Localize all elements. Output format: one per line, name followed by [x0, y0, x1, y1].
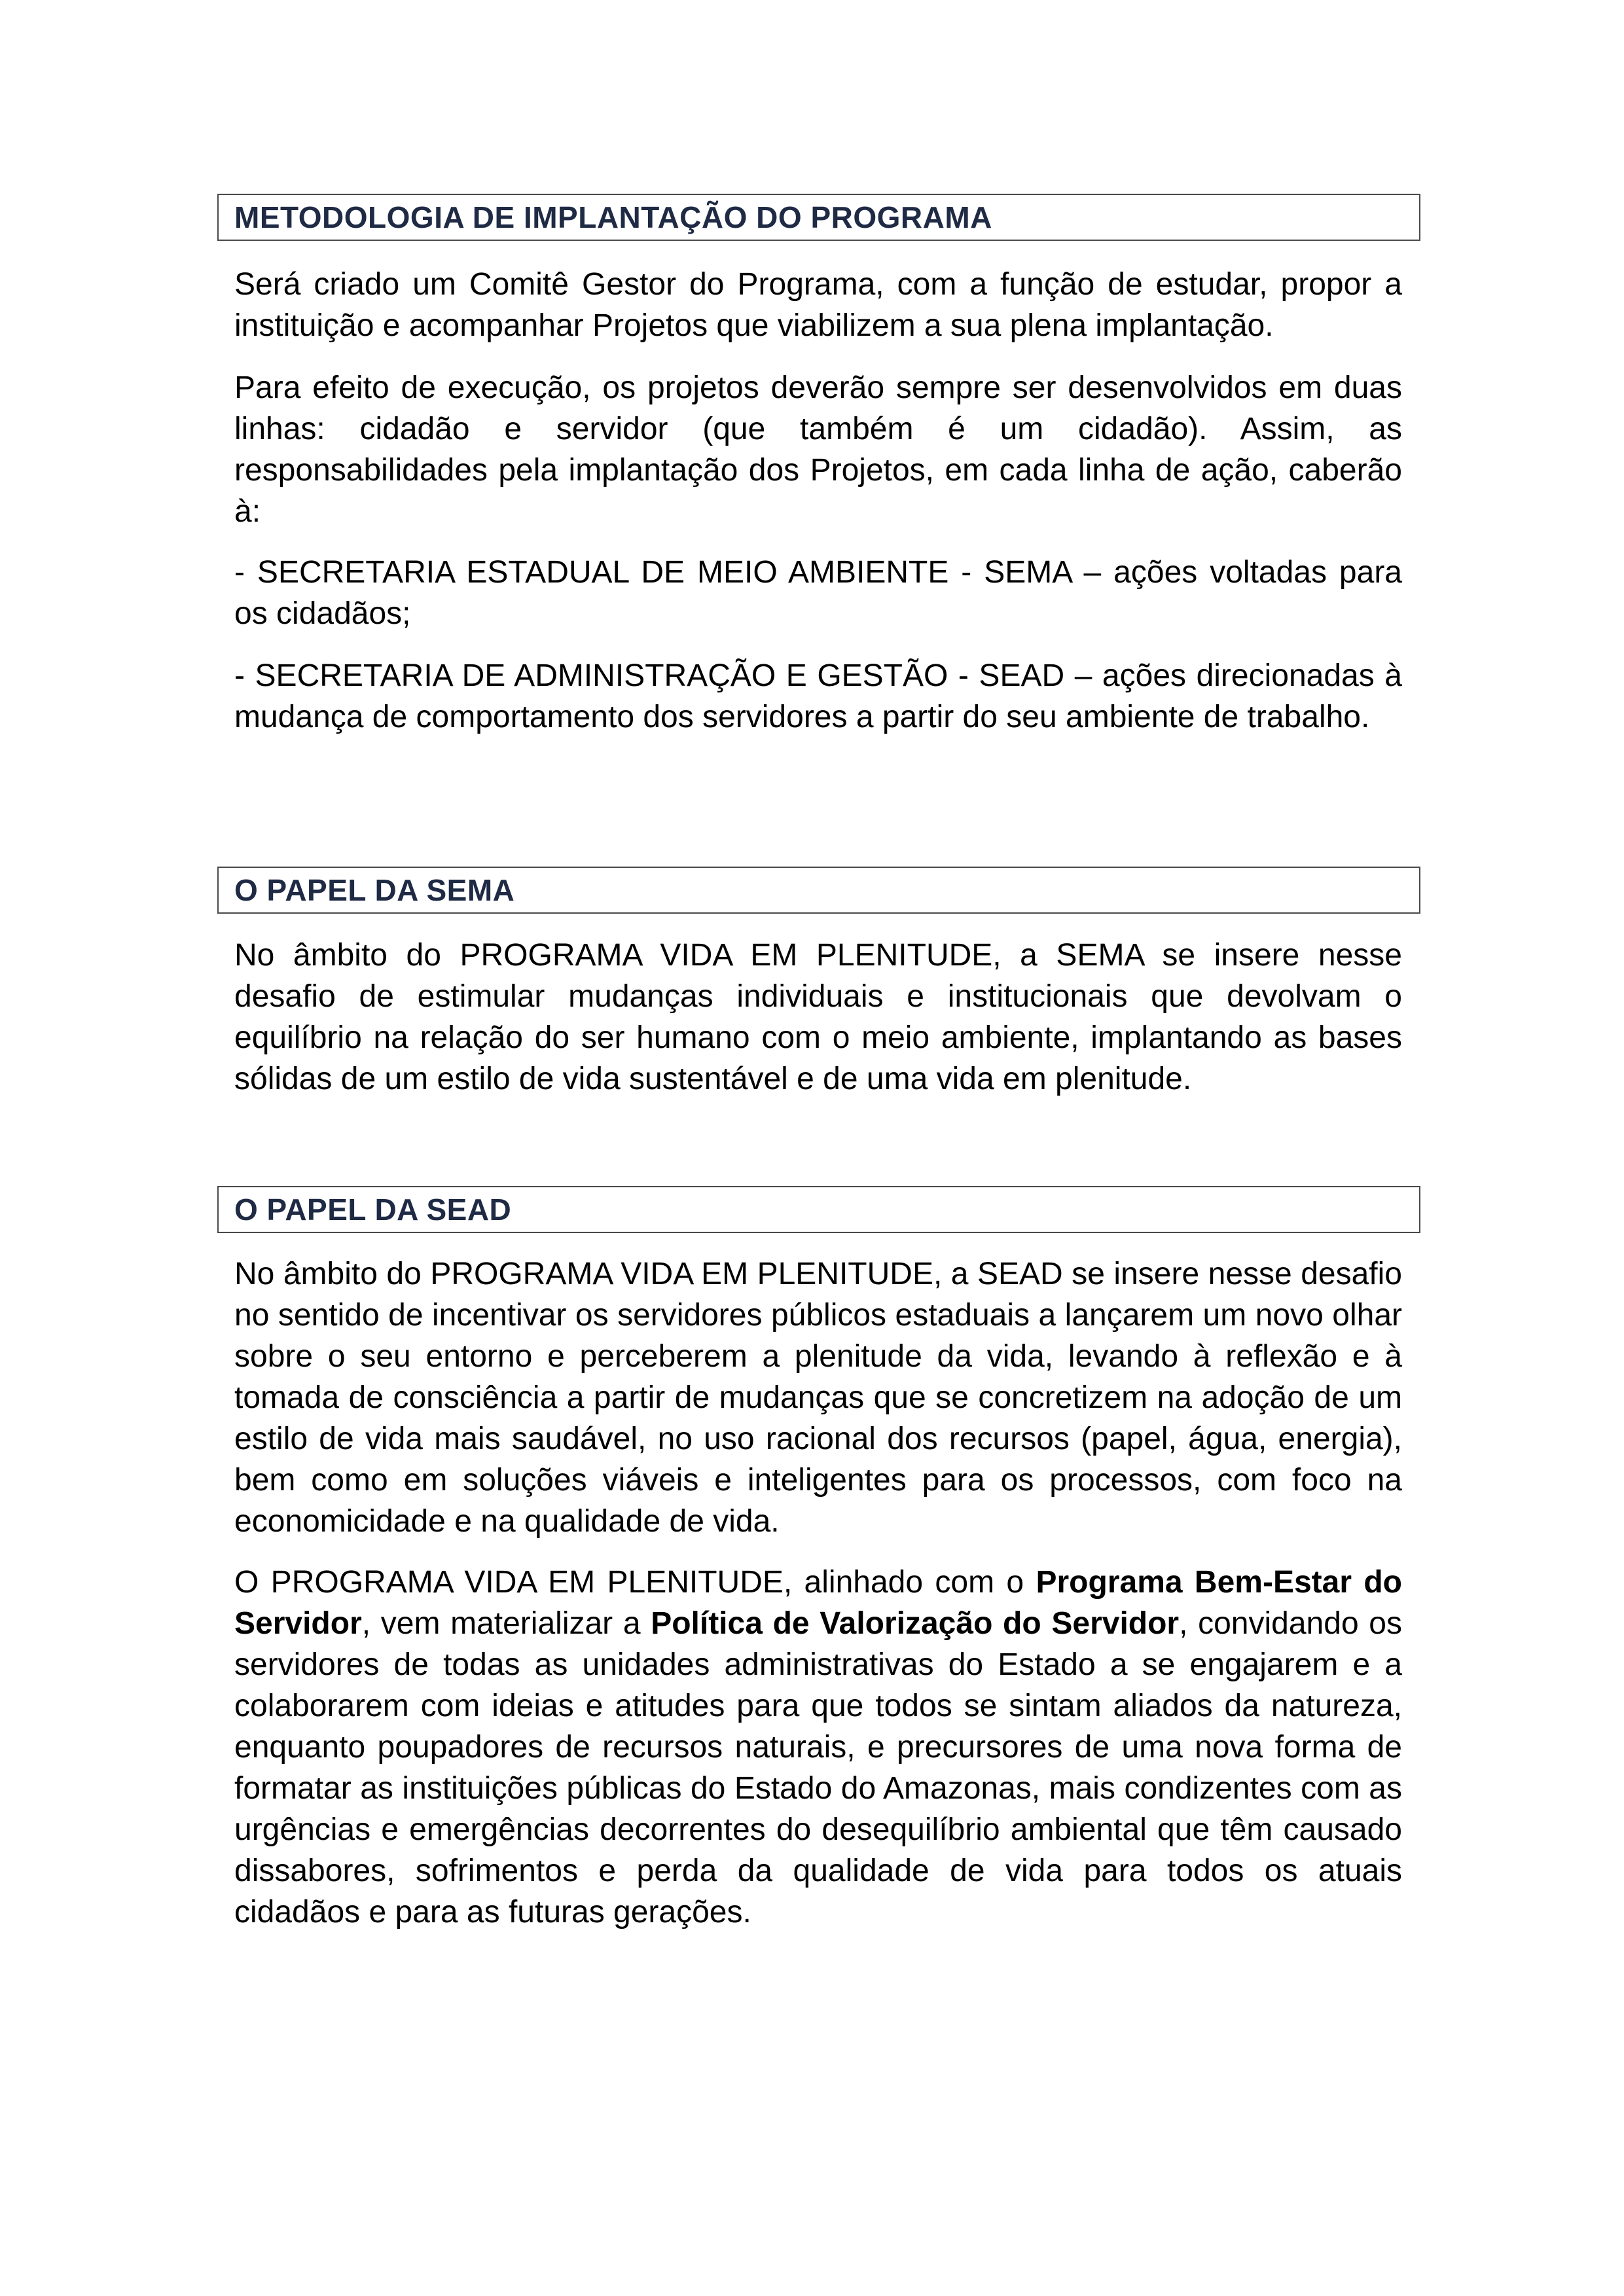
paragraph: Para efeito de execução, os projetos deverão sempre ser desenvolvidos em duas linhas: cidadão e servidor (que também é um cidadão). Assim, as responsabilidades pela implantação dos Projetos, em cada linha de ação, caberão à: [234, 370, 1402, 529]
text-run: O PROGRAMA VIDA EM PLENITUDE, alinhado com o [234, 1565, 1036, 1600]
bold-program-name: Programa Bem-Estar do Servidor [234, 1565, 1402, 1641]
section-heading-sema [217, 867, 1420, 914]
text-run: , vem materializar a [361, 1606, 651, 1641]
section-heading-text: O PAPEL DA SEAD [234, 1193, 512, 1227]
section-heading-text: O PAPEL DA SEMA [234, 873, 515, 907]
paragraph: - SECRETARIA DE ADMINISTRAÇÃO E GESTÃO - SEAD – ações direcionadas à mudança de comportamento dos servidores a partir do seu ambiente de trabalho. [234, 658, 1402, 734]
paragraph: - SECRETARIA ESTADUAL DE MEIO AMBIENTE - SEMA – ações voltadas para os cidadãos; [234, 555, 1402, 631]
bold-policy-name: Política de Valorização do Servidor [651, 1606, 1180, 1641]
paragraph: No âmbito do PROGRAMA VIDA EM PLENITUDE, a SEMA se insere nesse desafio de estimular mudanças individuais e institucionais que devolvam o equilíbrio na relação do ser humano com o meio ambiente, implantando as bases sólidas de um estilo de vida sustentável e de uma vida em plenitude. [234, 938, 1402, 1096]
section-heading-text: METODOLOGIA DE IMPLANTAÇÃO DO PROGRAMA [234, 200, 992, 234]
section-heading-sead [217, 1186, 1420, 1233]
section-heading-metodologia [217, 194, 1420, 241]
paragraph: Será criado um Comitê Gestor do Programa, com a função de estudar, propor a instituição e acompanhar Projetos que viabilizem a sua plena implantação. [234, 267, 1402, 343]
text-run: , convidando os servidores de todas as unidades administrativas do Estado a se engajarem e a colaborarem com ideias e atitudes para que todos se sintam aliados da natureza, enquanto poupadores de recursos naturais, e precursores de uma nova forma de formatar as instituições públicas do Estado do Amazonas, mais condizentes com as urgências e emergências decorrentes do desequilíbrio ambiental que têm causado dissabores, sofrimentos e perda da qualidade de vida para todos os atuais cidadãos e para as futuras gerações. [234, 1606, 1402, 1929]
paragraph-closing [234, 1562, 1402, 1933]
paragraph: No âmbito do PROGRAMA VIDA EM PLENITUDE, a SEAD se insere nesse desafio no sentido de incentivar os servidores públicos estaduais a lançarem um novo olhar sobre o seu entorno e perceberem a plenitude da vida, levando à reflexão e à tomada de consciência a partir de mudanças que se concretizem na adoção de um estilo de vida mais saudável, no uso racional dos recursos (papel, água, energia), bem como em soluções viáveis e inteligentes para os processos, com foco na economicidade e na qualidade de vida. [234, 1257, 1402, 1539]
